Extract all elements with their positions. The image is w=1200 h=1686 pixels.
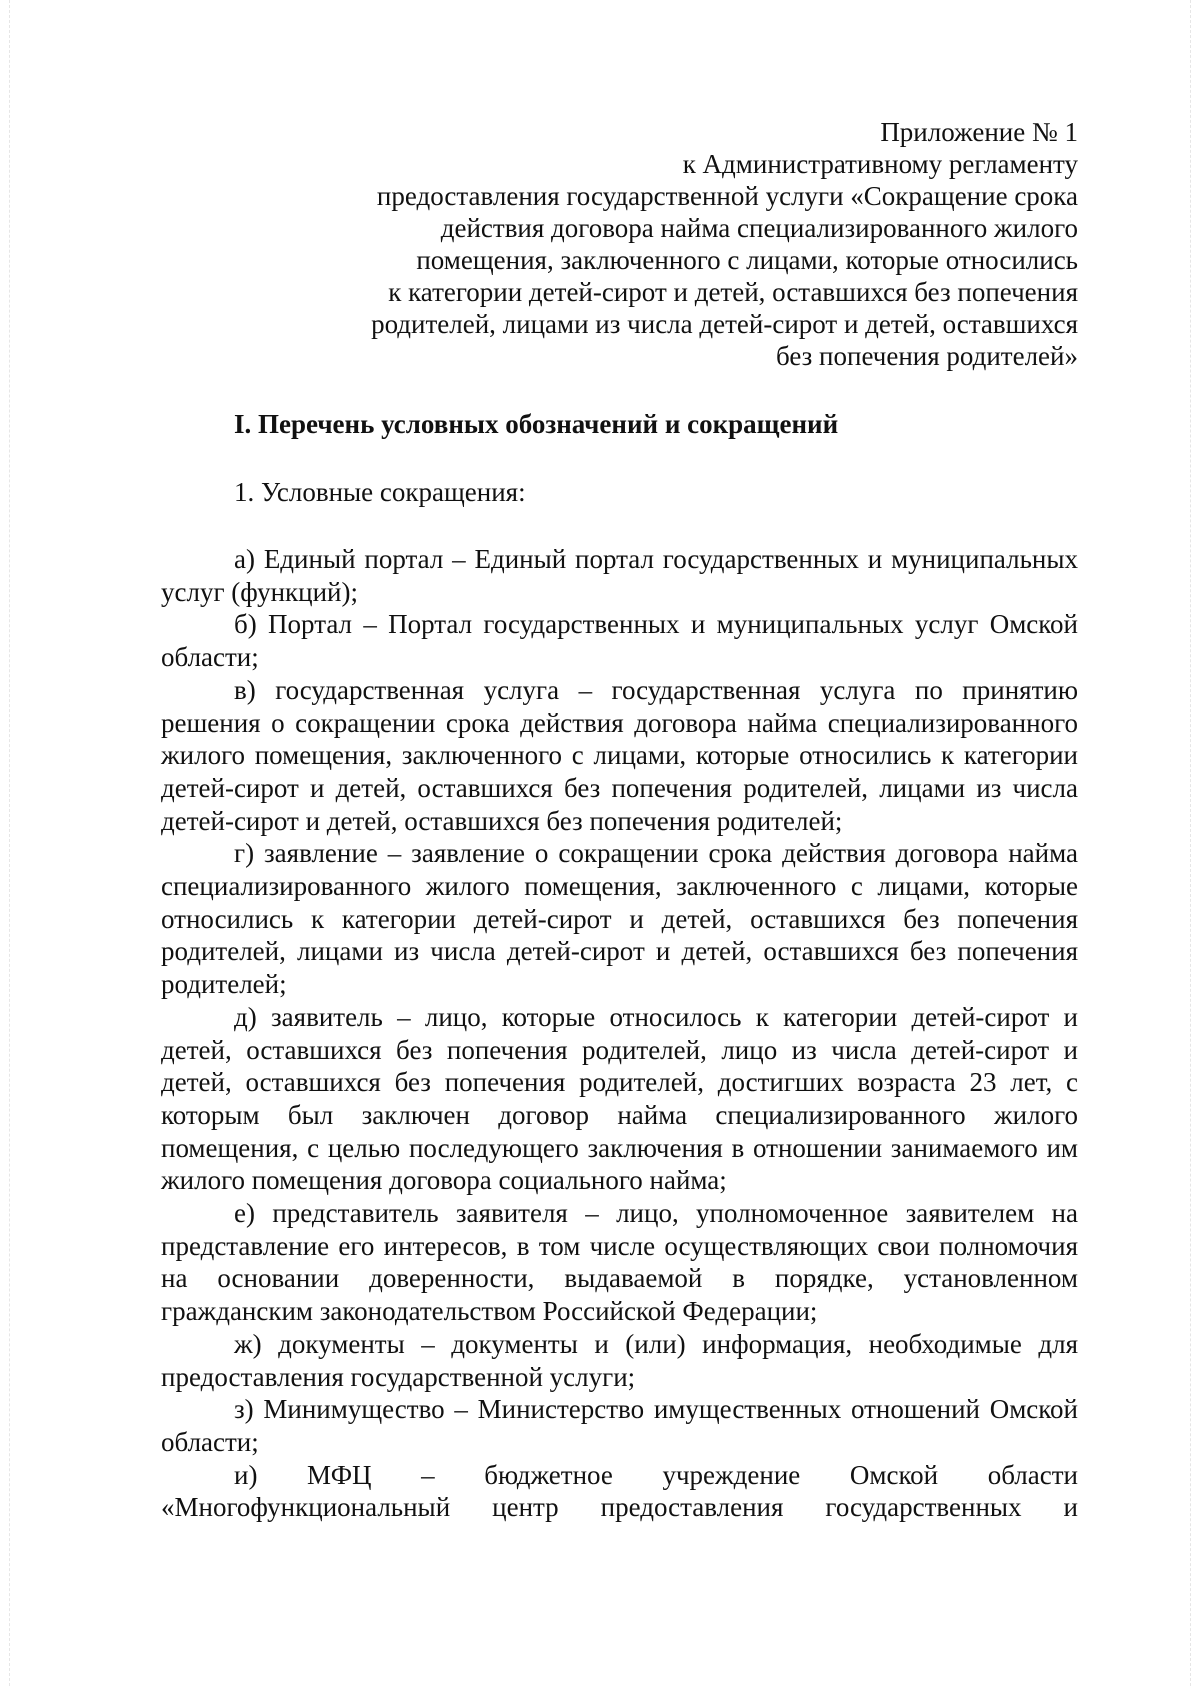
appendix-line: к категории детей-сирот и детей, оставшихся без попечения xyxy=(388,277,1078,307)
abbreviation-item-e: е) представитель заявителя – лицо, уполномоченное заявителем на представление его интересов, в том числе осуществляющих свои полномочия на основании доверенности, выдаваемой в порядке, установленном гражданским законодательством Российской Федерации; xyxy=(161,1198,1078,1327)
abbreviation-item-i: и) МФЦ – бюджетное учреждение Омской области «Многофункциональный центр предоставления государственных и xyxy=(161,1459,1078,1523)
abbreviation-item-zh: ж) документы – документы и (или) информация, необходимые для предоставления государственной услуги; xyxy=(161,1328,1078,1392)
appendix-line: действия договора найма специализированного жилого xyxy=(440,213,1078,243)
abbreviation-item-d: д) заявитель – лицо, которые относилось к категории детей-сирот и детей, оставшихся без попечения родителей, лицо из числа детей-сирот и детей, оставшихся без попечения родителей, достигших возраста 23 лет, с которым был заключен договор найма специализированного жилого помещения, с целью последующего заключения в отношении занимаемого им жилого помещения договора социального найма; xyxy=(161,1001,1078,1196)
section-title: I. Перечень условных обозначений и сокращений xyxy=(234,409,839,439)
abbreviation-item-a: а) Единый портал – Единый портал государственных и муниципальных услуг (функций); xyxy=(161,544,1078,607)
scan-edge-right xyxy=(1190,0,1191,1686)
abbreviation-item-b: б) Портал – Портал государственных и муниципальных услуг Омской области; xyxy=(161,609,1078,673)
abbreviation-item-g: г) заявление – заявление о сокращении срока действия договора найма специализированного жилого помещения, заключенного с лицами, которые относились к категории детей-сирот и детей, оставшихся без попечения родителей, лицами из числа детей-сирот и детей, оставшихся без попечения родителей; xyxy=(161,838,1078,1000)
appendix-line: к Административному регламенту xyxy=(682,149,1078,179)
appendix-header xyxy=(371,116,1078,372)
appendix-line: предоставления государственной услуги «Сокращение срока xyxy=(376,181,1078,211)
appendix-line: Приложение № 1 xyxy=(880,117,1078,147)
abbreviation-item-z: з) Минимущество – Министерство имущественных отношений Омской области; xyxy=(161,1394,1078,1457)
appendix-line: без попечения родителей» xyxy=(775,341,1078,371)
abbreviation-item-v: в) государственная услуга – государственная услуга по принятию решения о сокращении срока действия договора найма специализированного жилого помещения, заключенного с лицами, которые относились к категории детей-сирот и детей, оставшихся без попечения родителей, лицами из числа детей-сирот и детей, оставшихся без попечения родителей; xyxy=(161,674,1078,836)
appendix-line: помещения, заключенного с лицами, которые относились xyxy=(416,245,1078,275)
scan-edge-left xyxy=(9,0,10,1686)
appendix-line: родителей, лицами из числа детей-сирот и детей, оставшихся xyxy=(371,309,1078,339)
abbreviations-subheading: 1. Условные сокращения: xyxy=(234,477,526,507)
abbreviations-list xyxy=(161,543,1078,1524)
